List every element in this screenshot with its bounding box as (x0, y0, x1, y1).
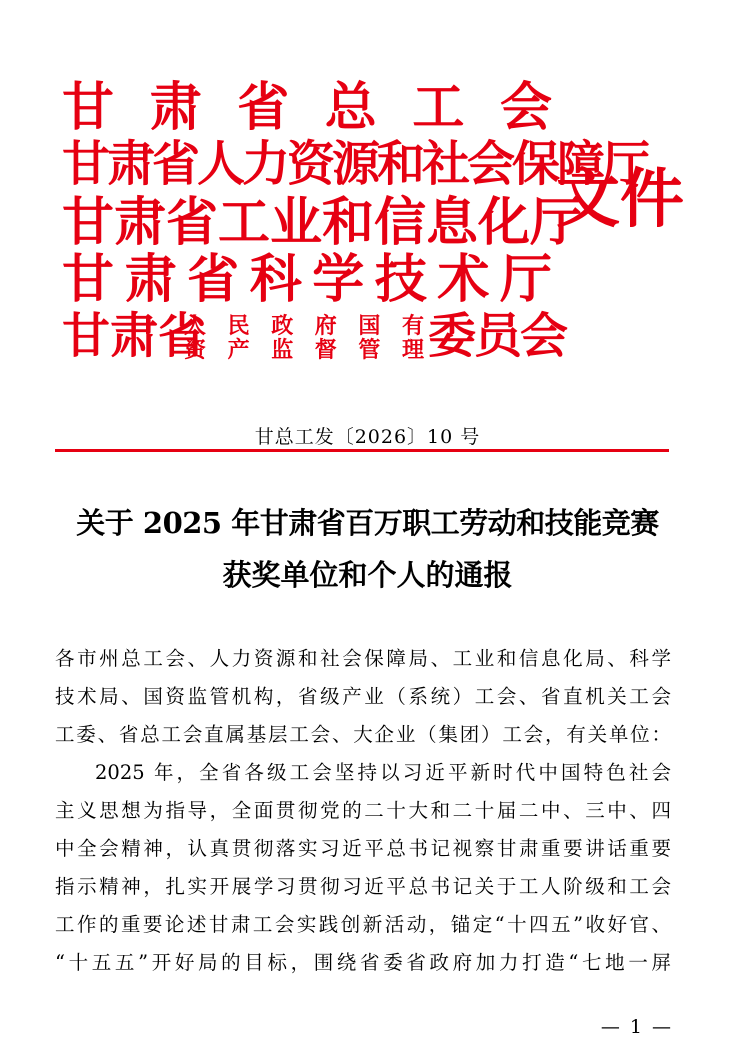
document-label: 文件 (556, 162, 684, 237)
issuer-line-2: 甘肃省人力资源和社会保障厅 (62, 136, 648, 192)
body-line: “十五五”开好局的目标，围绕省委省政府加力打造“七地一屏 (55, 951, 671, 974)
issuer5-middle-bottom: 资产监督管理 (184, 337, 424, 363)
body-line: 技术局、国资监管机构，省级产业（系统）工会、省直机关工会 (55, 685, 671, 708)
issuer-science-technology (62, 249, 552, 310)
body-line: 主义思想为指导，全面贯彻党的二十大和二十届二中、三中、四 (55, 799, 671, 822)
issuer5-suffix: 委员会 (428, 308, 567, 364)
addressee-paragraph (55, 640, 671, 754)
page-number: — 1 — (600, 1016, 673, 1038)
document-title-line-2: 获奖单位和个人的通报 (222, 558, 513, 592)
issuer5-prefix: 甘肃省 (62, 308, 207, 364)
main-paragraph (55, 754, 671, 982)
issuer-line-1: 甘 肃 省 总 工 会 (62, 77, 552, 138)
document-body (55, 640, 671, 982)
issuer-human-resources-social-security (62, 136, 648, 192)
body-line: 工委、省总工会直属基层工会、大企业（集团）工会，有关单位： (55, 723, 671, 746)
body-line: 2025 年，全省各级工会坚持以习近平新时代中国特色社会 (95, 761, 671, 784)
issuer-line-4: 甘肃省科学技术厅 (62, 249, 552, 310)
red-divider-line (55, 449, 669, 452)
body-line: 中全会精神，认真贯彻落实习近平总书记视察甘肃重要讲话重要 (55, 837, 671, 860)
body-line: 各市州总工会、人力资源和社会保障局、工业和信息化局、科学 (55, 647, 671, 670)
body-line: 指示精神，扎实开展学习贯彻习近平总书记关于工人阶级和工会 (55, 875, 671, 898)
issuer-provincial-federation-of-trade-unions (62, 77, 552, 138)
issuer-line-3: 甘肃省工业和信息化厅 (62, 192, 583, 253)
issuer5-middle (184, 314, 424, 362)
issuer-state-assets-commission (62, 308, 567, 364)
issuer5-middle-top: 人民政府国有 (184, 313, 424, 339)
document-title-line-1: 关于 2025 年甘肃省百万职工劳动和技能竞赛 (76, 506, 659, 540)
document-number: 甘总工发〔2026〕10 号 (254, 426, 481, 448)
issuer-industry-information-technology (62, 192, 583, 253)
body-line: 工作的重要论述甘肃工会实践创新活动，锚定“十四五”收好官、 (55, 913, 671, 936)
